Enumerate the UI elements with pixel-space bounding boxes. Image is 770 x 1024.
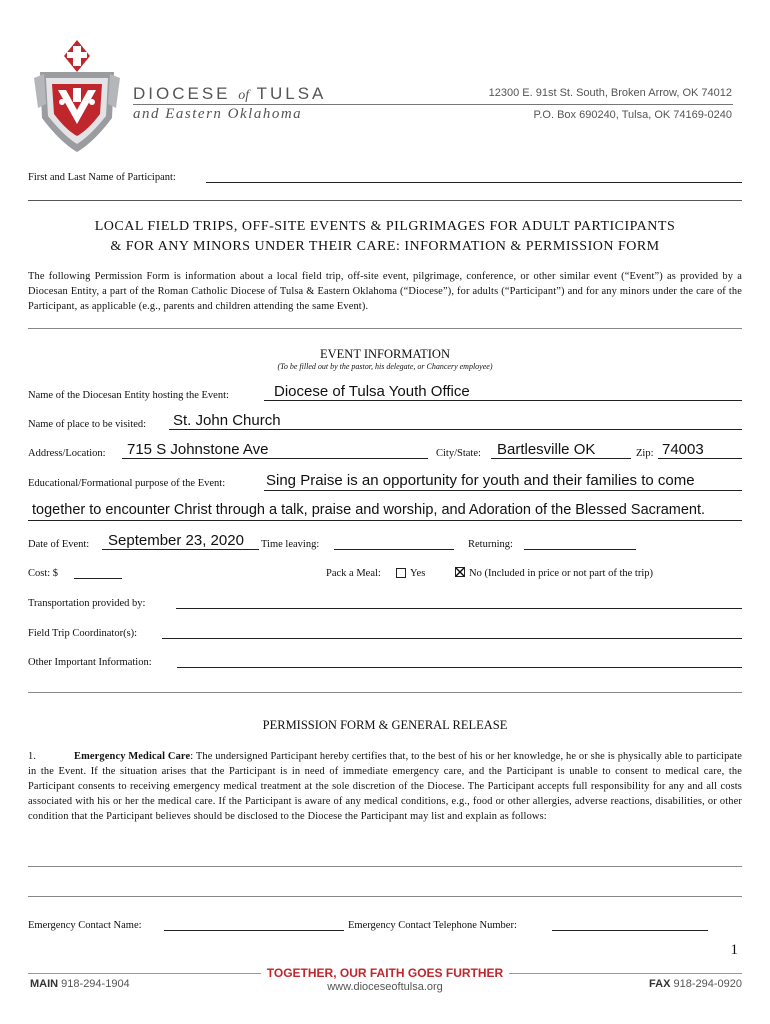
meal-yes-label: Yes [410,568,426,579]
form-title-line1: LOCAL FIELD TRIPS, OFF-SITE EVENTS & PILGRIMAGES FOR ADULT PARTICIPANTS [94,219,676,234]
org-name-line2: and Eastern Oklahoma [133,106,303,122]
medical-notes-line1[interactable] [28,866,742,867]
cost-label: Cost: $ [28,568,59,579]
participant-name-field[interactable] [206,182,742,183]
emergency-contact-phone-field[interactable] [552,930,708,931]
footer-slogan-text: TOGETHER, OUR FAITH GOES FURTHER [261,966,509,980]
time-leaving-field[interactable] [334,549,454,550]
header-street-address: 12300 E. 91st St. South, Broken Arrow, OK 74012 [488,87,732,99]
page-number: 1 [730,942,738,958]
city-state-label: City/State: [436,448,481,459]
divider [28,692,742,693]
item-text: : The undersigned Participant hereby certifies that, to the best of his or her knowledge, he or she is physically able to participate in the Event. If the situation arises that the Participant is in need of immediate emergency care, and the Participant is unable to consent to medical care, the Participant consents to receiving emergency medical treatment at the sole discretion of the Diocese. The Participant accepts full responsibility for any and all costs associated with his or her the medical care. If the Participant is aware of any medical conditions, e.g., food or other allergies, adverse reactions, disabilities, or other condition that the Participant believes should be disclosed to the Diocese the Participant may list and explain as follows: [28,751,742,822]
header-divider [133,104,733,105]
form-title-line2: & FOR ANY MINORS UNDER THEIR CARE: INFORMATION & PERMISSION FORM [110,239,660,254]
returning-label: Returning: [468,539,513,550]
org-name-of: of [238,88,250,103]
city-state-value[interactable]: Bartlesville OK [497,441,596,458]
date-label: Date of Event: [28,539,90,550]
footer-fax-number: 918-294-0920 [673,978,742,990]
checkmark-x-icon [456,568,464,576]
emergency-medical-care-paragraph [28,749,742,824]
transportation-label: Transportation provided by: [28,598,146,609]
address-field[interactable] [122,458,428,459]
meal-no-checkbox[interactable] [455,567,465,577]
other-info-label: Other Important Information: [28,657,152,668]
entity-label: Name of the Diocesan Entity hosting the Event: [28,390,229,401]
coordinator-label: Field Trip Coordinator(s): [28,628,138,639]
transportation-field[interactable] [176,608,742,609]
footer-fax [649,978,742,990]
footer-website[interactable]: www.dioceseoftulsa.org [327,981,443,993]
emergency-contact-name-label: Emergency Contact Name: [28,920,142,931]
pack-meal-label: Pack a Meal: [326,568,381,579]
event-info-subheading: (To be filled out by the pastor, his delegate, or Chancery employee) [277,362,493,371]
zip-field[interactable] [658,458,742,459]
city-state-field[interactable] [491,458,631,459]
place-field[interactable] [169,429,742,430]
item-number: 1. [28,751,37,762]
org-name-tulsa: TULSA [256,84,327,103]
emergency-contact-phone-label: Emergency Contact Telephone Number: [348,920,517,931]
divider [28,200,742,201]
footer-fax-label: FAX [649,978,671,990]
meal-no-label: No (Included in price or not part of the trip) [469,568,653,579]
medical-notes-line2[interactable] [28,896,742,897]
event-info-heading: EVENT INFORMATION [320,347,450,361]
org-name-diocese: DIOCESE [133,84,231,103]
place-value[interactable]: St. John Church [173,412,281,429]
time-leaving-label: Time leaving: [261,539,320,550]
purpose-value-line1[interactable]: Sing Praise is an opportunity for youth and their families to come [266,472,695,489]
divider [28,328,742,329]
returning-field[interactable] [524,549,636,550]
place-label: Name of place to be visited: [28,419,147,430]
diocese-seal-logo [32,38,122,156]
entity-field[interactable] [264,400,742,401]
address-label: Address/Location: [28,448,106,459]
zip-value[interactable]: 74003 [662,441,704,458]
header-po-box: P.O. Box 690240, Tulsa, OK 74169-0240 [533,109,732,121]
address-value[interactable]: 715 S Johnstone Ave [127,441,269,458]
zip-label: Zip: [636,448,654,459]
intro-paragraph: The following Permission Form is information about a local field trip, off-site event, pilgrimage, conference, or other similar event (“Event”) as provided by a Diocesan Entity, a part of the Roman Catholic Diocese of Tulsa & Eastern Oklahoma (“Diocese”), for adults (“Participant”) and for any minors under the care of the Participant, as applicable (e.g., parents and children attending the same Event). [28,271,742,312]
participant-name-label: First and Last Name of Participant: [28,172,176,183]
coordinator-field[interactable] [162,638,742,639]
date-field[interactable] [102,549,259,550]
purpose-label: Educational/Formational purpose of the Event: [28,478,226,489]
emergency-contact-name-field[interactable] [164,930,344,931]
org-name-line1 [133,84,326,104]
meal-yes-checkbox[interactable] [396,568,406,578]
purpose-value-line2[interactable]: together to encounter Christ through a talk, praise and worship, and Adoration of the Blessed Sacrament. [32,502,706,518]
footer-main-label: MAIN [30,978,59,990]
entity-value[interactable]: Diocese of Tulsa Youth Office [274,383,470,400]
other-info-field[interactable] [177,667,742,668]
release-heading: PERMISSION FORM & GENERAL RELEASE [262,718,508,732]
cost-field[interactable] [74,578,122,579]
purpose-field-line2[interactable] [28,520,742,521]
footer-main-number: 918-294-1904 [61,978,130,990]
item-title: Emergency Medical Care [74,751,191,762]
purpose-field-line1[interactable] [264,490,742,491]
date-value[interactable]: September 23, 2020 [108,532,244,549]
